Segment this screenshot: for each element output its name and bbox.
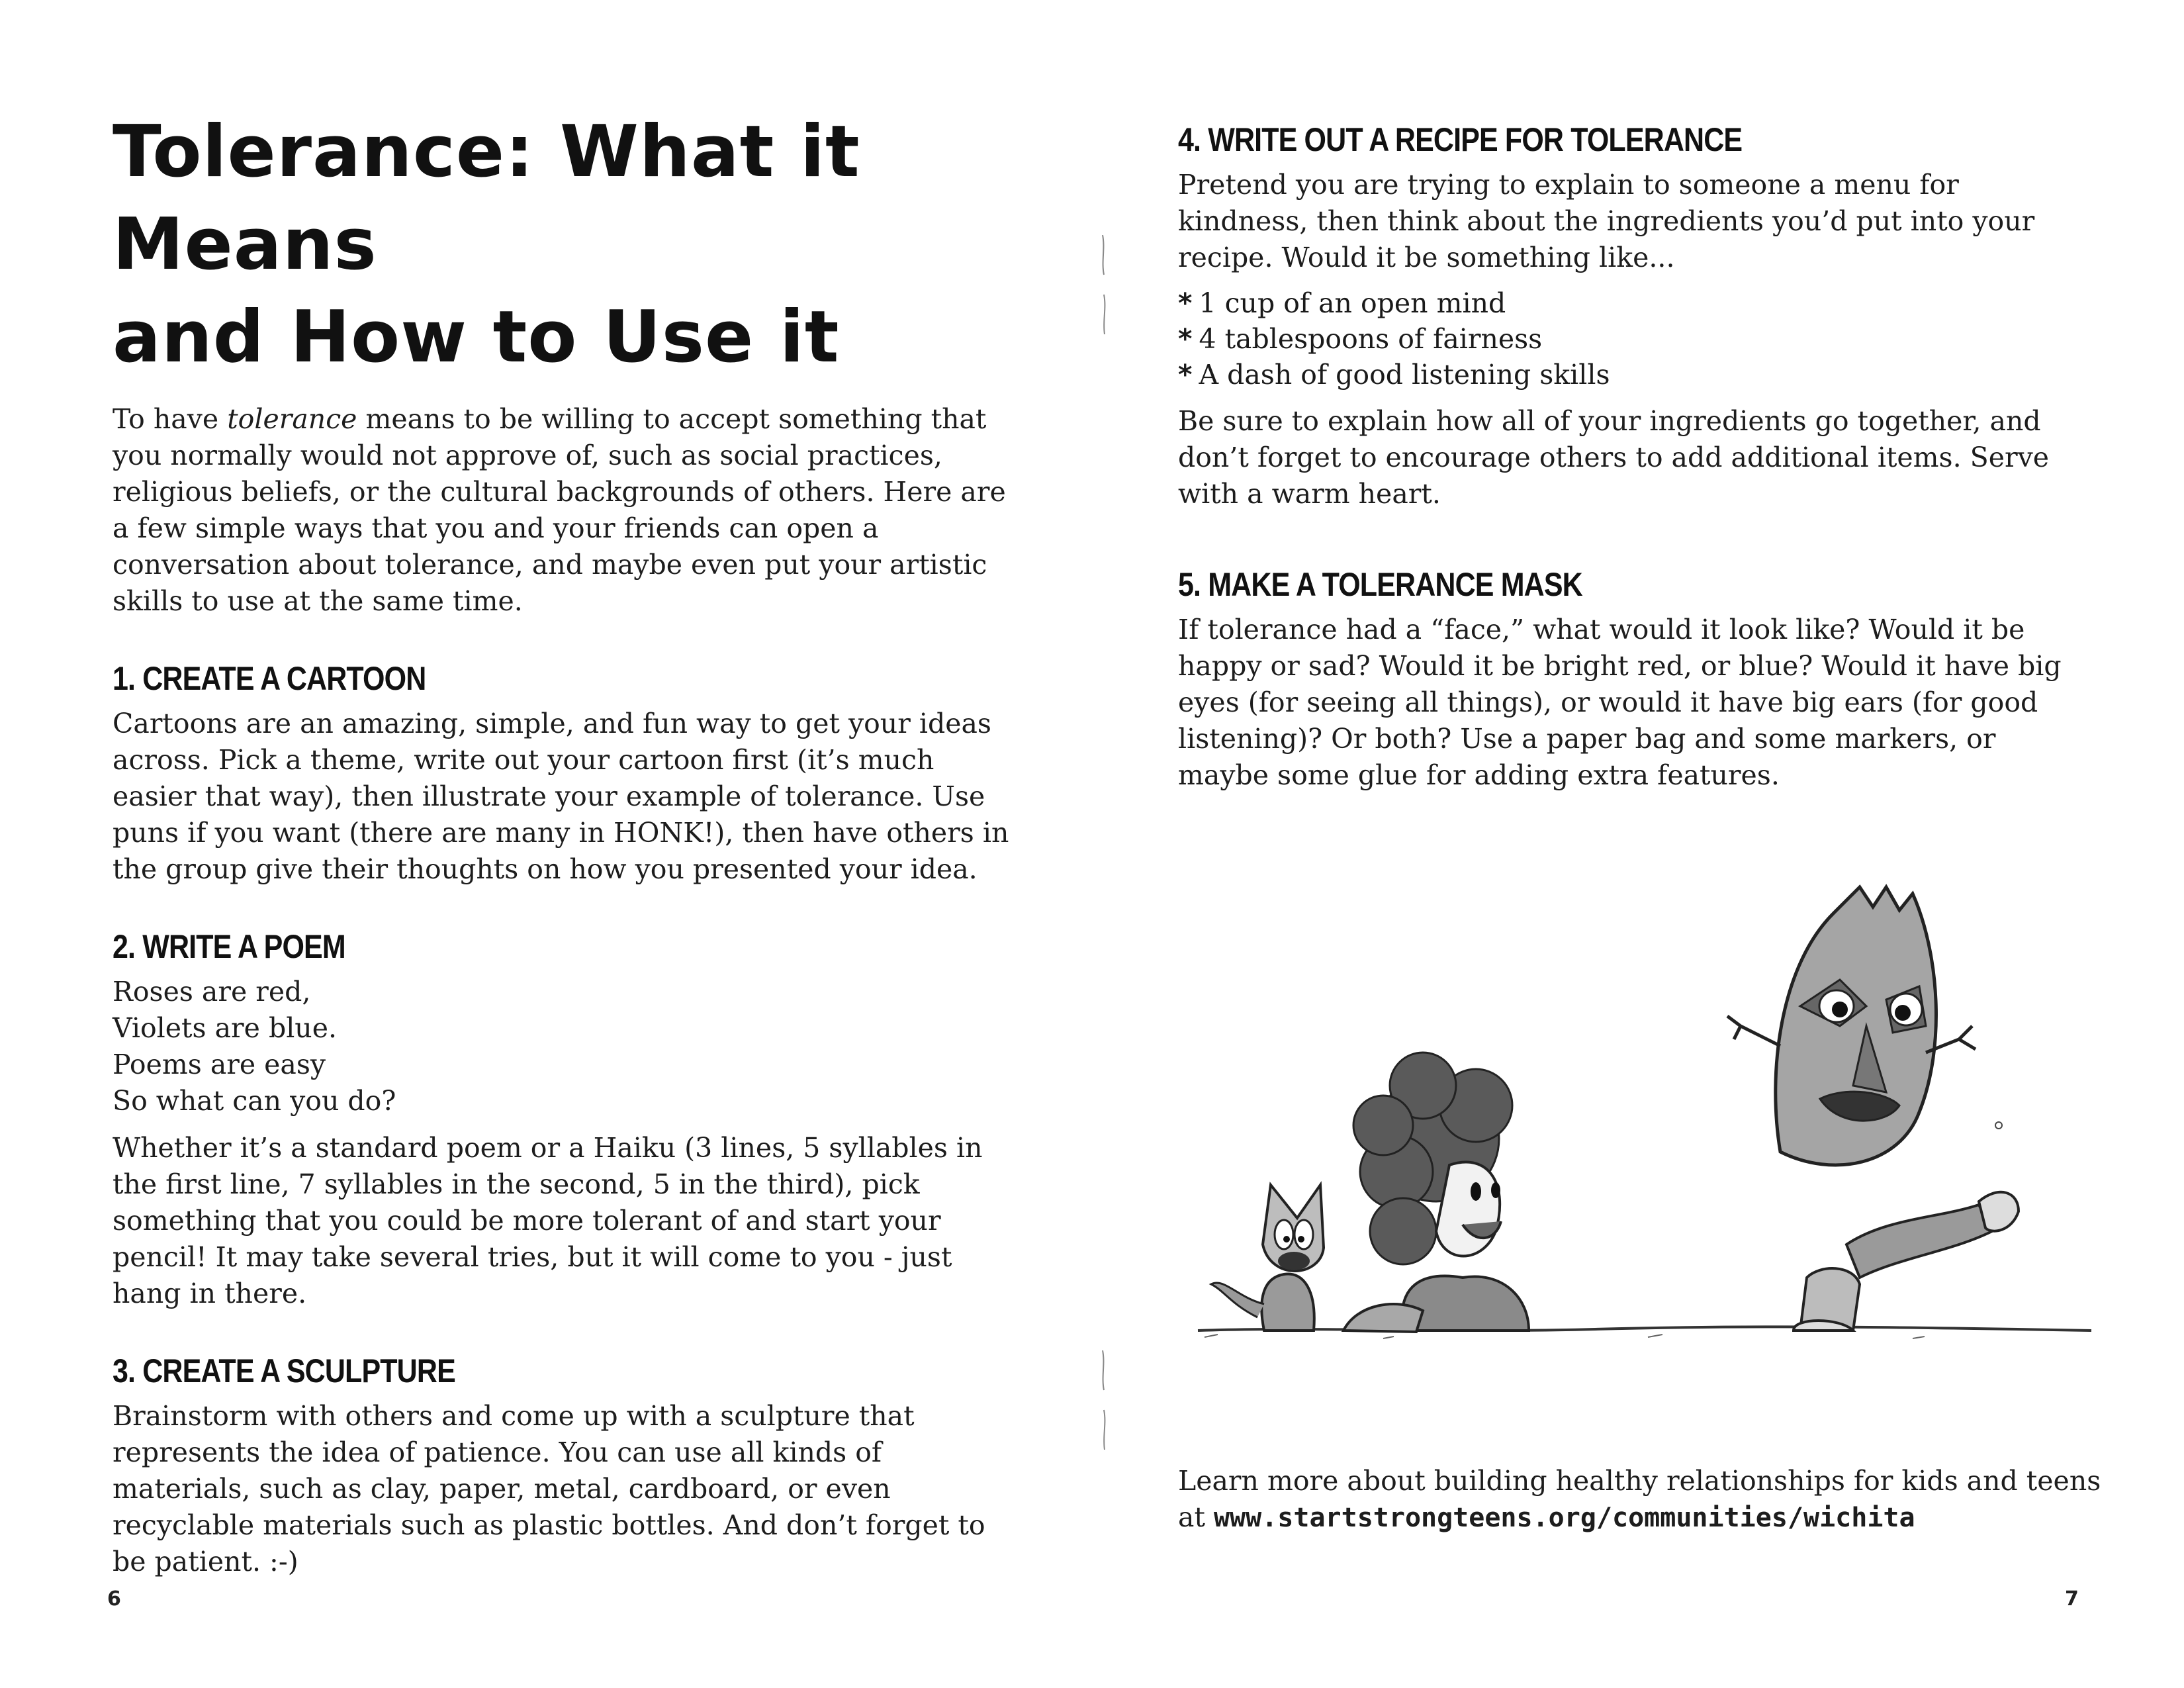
bullet-asterisk: * [1178,323,1193,355]
section-heading: 5. MAKE A TOLERANCE MASK [1178,566,1582,603]
bullet-asterisk: * [1178,359,1193,391]
recipe-intro: Pretend you are trying to explain to someone a menu for kindness, then think about the ingredients you’d put into your recipe. Would it be something like... [1178,169,2035,273]
ingredient-text: 1 cup of an open mind [1199,287,1506,319]
section-body: Whether it’s a standard poem or a Haiku (3 lines, 5 syllables in the first line, 7 syllables in the second, 5 in the third), pick something that you could be more tolerant of and start your pencil! It may take several tries, but it will come to you - just hang in there. [113,1132,983,1309]
poem-verse [113,974,1019,1119]
section-heading: 3. CREATE A SCULPTURE [113,1352,455,1389]
section-mask [1178,564,2078,794]
recipe-outro: Be sure to explain how all of your ingredients go together, and don’t forget to encourage others to add additional items. Serve with a warm heart. [1178,405,2050,510]
ground-line [1198,1327,2091,1338]
ingredient-list [1178,285,2078,393]
left-page [113,106,1019,1580]
cat-character [1211,1185,1324,1331]
bullet-asterisk: * [1178,287,1193,319]
list-item [1178,285,2078,321]
section-body: Cartoons are an amazing, simple, and fun way to get your ideas across. Pick a theme, write out your cartoon first (it’s much easier that way), then illustrate your example of tolerance. Use puns if you want (there are many in HONK!), then have others in the group give their thoughts on how you presented your idea. [113,708,1009,885]
intro-text-before: To have [113,403,228,435]
section-heading: 1. CREATE A CARTOON [113,660,426,697]
kid-character [1343,1053,1529,1332]
poem-line: So what can you do? [113,1085,396,1117]
page-number-left: 6 [107,1587,121,1611]
ingredient-text: 4 tablespoons of fairness [1199,323,1543,355]
footer-text: Learn more about building healthy relationships for kids and teens at [1178,1465,2101,1533]
section-recipe [1178,119,2078,512]
section-sculpture [113,1350,1019,1580]
list-item [1178,321,2078,357]
section-body: Brainstorm with others and come up with a sculpture that represents the idea of patience. You can use all kinds of materials, such as clay, paper, metal, cardboard, or even recyclable materials such as plastic bottles. And don’t forget to be patient. :-) [113,1400,985,1577]
page-title [113,106,1019,384]
footer-note [1178,1463,2105,1536]
section-heading: 2. WRITE A POEM [113,928,345,965]
section-cartoon [113,658,1019,888]
section-poem [113,926,1019,1312]
staple-mark-bottom [1099,1350,1109,1450]
intro-paragraph [113,401,1019,620]
right-page [1178,119,2078,794]
poem-line: Roses are red, [113,976,311,1008]
masked-character [1727,887,2019,1331]
intro-emphasis: tolerance [227,403,357,435]
page-title-line-2: and How to Use it [113,296,840,379]
page-title-line-1: Tolerance: What it Means [113,111,860,286]
ingredient-text: A dash of good listening skills [1199,359,1610,391]
page-number-right: 7 [2065,1587,2079,1611]
section-body: If tolerance had a “face,” what would it look like? Would it be happy or sad? Would it be bright red, or blue? Would it have big eyes (for seeing all things), or would it have big ears (for good listening)? Or both? Use a paper bag and some markers, or maybe some glue for adding extra features. [1178,614,2062,791]
intro-text-after: means to be willing to accept something that you normally would not approve of, such as social practices, religious beliefs, or the cultural backgrounds of others. Here are a few simple ways that you and your friends can open a conversation about tolerance, and maybe even put your artistic skills to use at the same time. [113,403,1006,617]
footer-url-link[interactable]: www.startstrongteens.org/communities/wichita [1213,1503,1915,1533]
section-heading: 4. WRITE OUT A RECIPE FOR TOLERANCE [1178,121,1743,158]
poem-line: Poems are easy [113,1049,326,1080]
list-item [1178,357,2078,393]
poem-line: Violets are blue. [113,1012,338,1044]
cartoon-illustration [1185,874,2098,1350]
staple-mark-top [1099,235,1109,334]
